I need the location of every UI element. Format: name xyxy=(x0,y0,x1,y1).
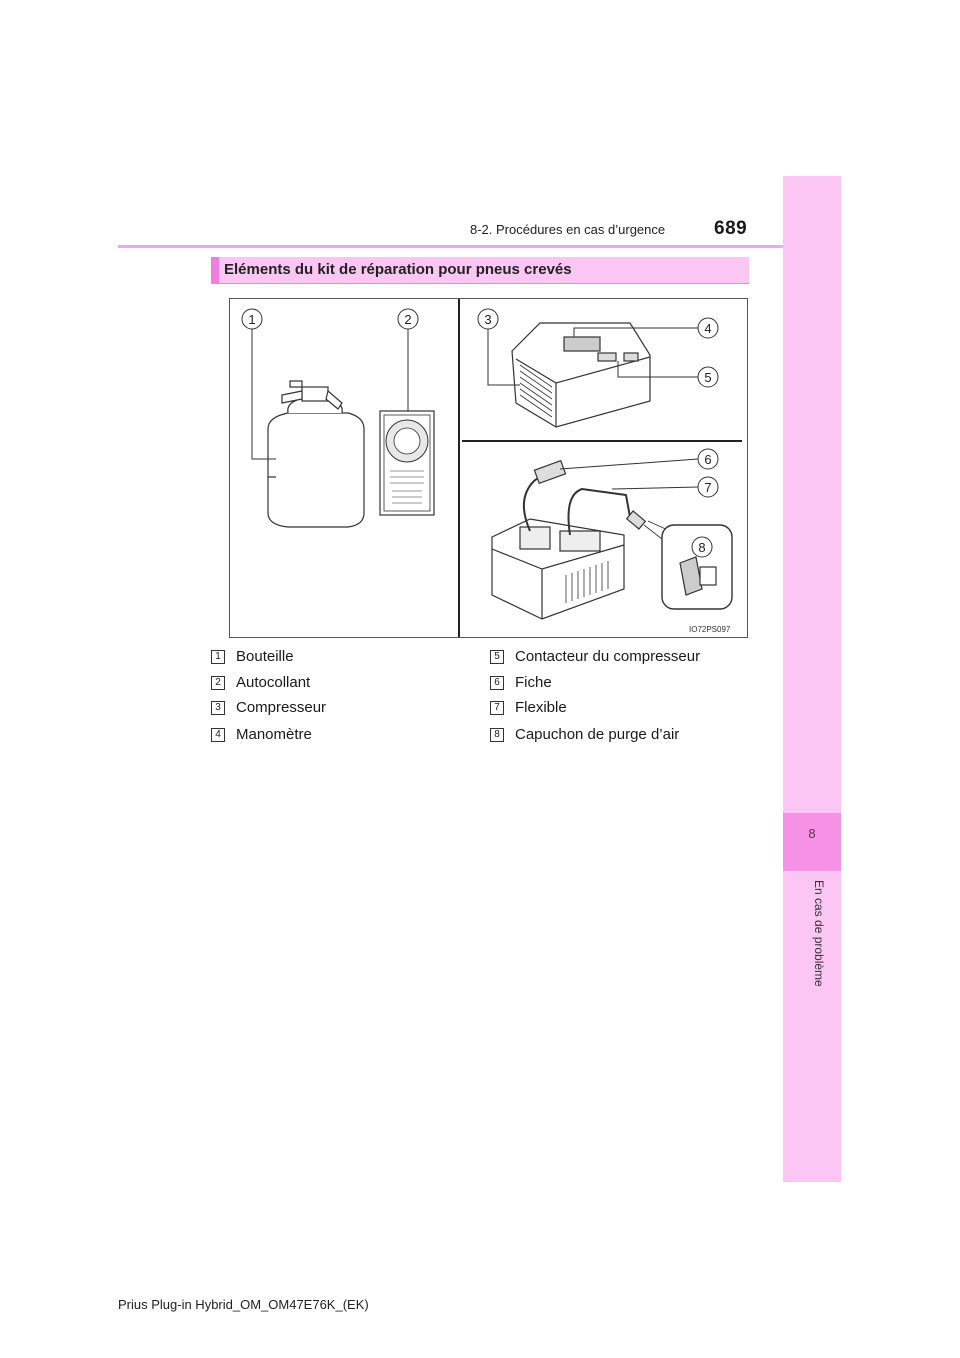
section-title-accent xyxy=(211,257,219,283)
compressor-open-drawing xyxy=(492,461,670,619)
legend-item xyxy=(211,699,326,716)
chapter-number: 8 xyxy=(808,826,816,841)
legend-item xyxy=(490,726,679,743)
chapter-title: En cas de problème xyxy=(812,880,826,987)
callout-6: 6 xyxy=(704,452,712,467)
legend-label: Contacteur du compresseur xyxy=(515,648,701,665)
legend-item xyxy=(490,699,567,716)
page-number: 689 xyxy=(714,218,748,239)
compressor-top-drawing xyxy=(512,323,650,427)
legend-number: 3 xyxy=(211,701,225,715)
air-bleed-cap-inset xyxy=(662,525,732,609)
header-rule xyxy=(118,245,783,248)
legend-number: 1 xyxy=(211,650,225,664)
figure-id: IO72PS097 xyxy=(689,625,731,634)
kit-drawing xyxy=(230,299,747,637)
legend-number: 6 xyxy=(490,676,504,690)
callout-7: 7 xyxy=(704,480,712,495)
legend-item xyxy=(490,674,552,691)
callout-4: 4 xyxy=(704,321,712,336)
chapter-marker xyxy=(783,813,841,871)
sticker-drawing xyxy=(380,411,434,515)
callout-2: 2 xyxy=(404,312,412,327)
legend-item xyxy=(490,648,700,665)
repair-kit-illustration xyxy=(229,298,748,638)
section-reference: 8-2. Procédures en cas d’urgence xyxy=(470,222,666,237)
legend-label: Manomètre xyxy=(236,726,312,743)
legend-item xyxy=(211,648,294,665)
callout-1: 1 xyxy=(248,312,256,327)
section-title: Eléments du kit de réparation pour pneus crevés xyxy=(224,261,572,278)
legend-label: Bouteille xyxy=(236,648,294,665)
chapter-side-tab xyxy=(783,176,841,1182)
legend-label: Autocollant xyxy=(236,674,311,691)
legend-number: 4 xyxy=(211,728,225,742)
legend-label: Fiche xyxy=(515,674,552,691)
legend-label: Compresseur xyxy=(236,699,327,716)
footer-model-code: Prius Plug-in Hybrid_OM_OM47E76K_(EK) xyxy=(118,1297,369,1312)
legend-number: 5 xyxy=(490,650,504,664)
bottle-drawing xyxy=(268,381,364,527)
callout-5: 5 xyxy=(704,370,712,385)
legend-number: 2 xyxy=(211,676,225,690)
legend-item xyxy=(211,726,312,743)
callout-3: 3 xyxy=(484,312,492,327)
legend-number: 7 xyxy=(490,701,504,715)
section-title-rule xyxy=(211,283,749,284)
legend-item xyxy=(211,674,310,691)
legend-label: Flexible xyxy=(515,699,567,716)
callout-8: 8 xyxy=(698,540,706,555)
legend-label: Capuchon de purge d’air xyxy=(515,726,680,743)
legend-number: 8 xyxy=(490,728,504,742)
